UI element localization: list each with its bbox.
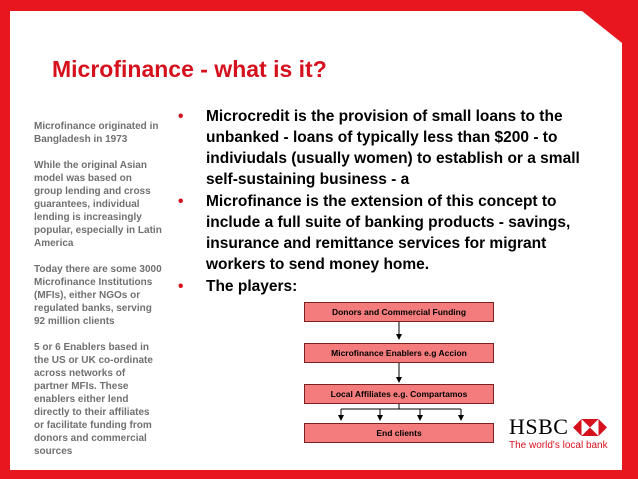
sidebar-note: While the original Asian model was based on group lending and cross guarantees, individual lending is increasingly popular, especially in Latin America bbox=[34, 160, 162, 249]
content-panel bbox=[10, 11, 622, 470]
bullet-item bbox=[172, 106, 602, 190]
corner-notch bbox=[582, 11, 622, 43]
bullet-dot: • bbox=[178, 193, 184, 210]
flow-box-enablers: Microfinance Enablers e.g Accion bbox=[304, 343, 494, 363]
bullet-text: Microcredit is the provision of small loans to the unbanked - loans of typically less than $200 - to indiviudals (usually women) to establish or a small self-sustaining business - a bbox=[206, 108, 580, 188]
flow-box-affiliates: Local Affiliates e.g. Compartamos bbox=[304, 384, 494, 404]
players-flowchart bbox=[300, 299, 500, 449]
bullet-text: Microfinance is the extension of this concept to include a full suite of banking products - savings, insurance and remittance services for migrant workers to send money home. bbox=[206, 193, 571, 273]
logo-wordmark: HSBC bbox=[509, 414, 569, 439]
slide-title: Microfinance - what is it? bbox=[52, 56, 327, 82]
hexagon-logo-icon bbox=[573, 419, 607, 436]
sidebar-note: 5 or 6 Enablers based in the US or UK co-ordinate across networks of partner MFIs. These enablers either lend directly to their affiliates or facilitate funding from donors and commercial sources bbox=[34, 342, 153, 457]
hsbc-logo bbox=[509, 415, 619, 455]
logo-tagline: The world's local bank bbox=[509, 440, 608, 451]
sidebar-note: Today there are some 3000 Microfinance Institutions (MFIs), either NGOs or regulated banks, serving 92 million clients bbox=[34, 264, 162, 327]
bullet-item bbox=[172, 191, 602, 275]
bullet-text: The players: bbox=[206, 278, 298, 295]
bullet-item bbox=[172, 276, 602, 297]
flow-box-end-clients: End clients bbox=[304, 423, 494, 443]
bullet-list bbox=[172, 106, 602, 298]
flow-box-donors: Donors and Commercial Funding bbox=[304, 302, 494, 322]
bullet-dot: • bbox=[178, 108, 184, 125]
bullet-dot: • bbox=[178, 278, 184, 295]
sidebar-note: Microfinance originated in Bangladesh in 1973 bbox=[34, 121, 159, 145]
sidebar-notes bbox=[34, 120, 162, 471]
